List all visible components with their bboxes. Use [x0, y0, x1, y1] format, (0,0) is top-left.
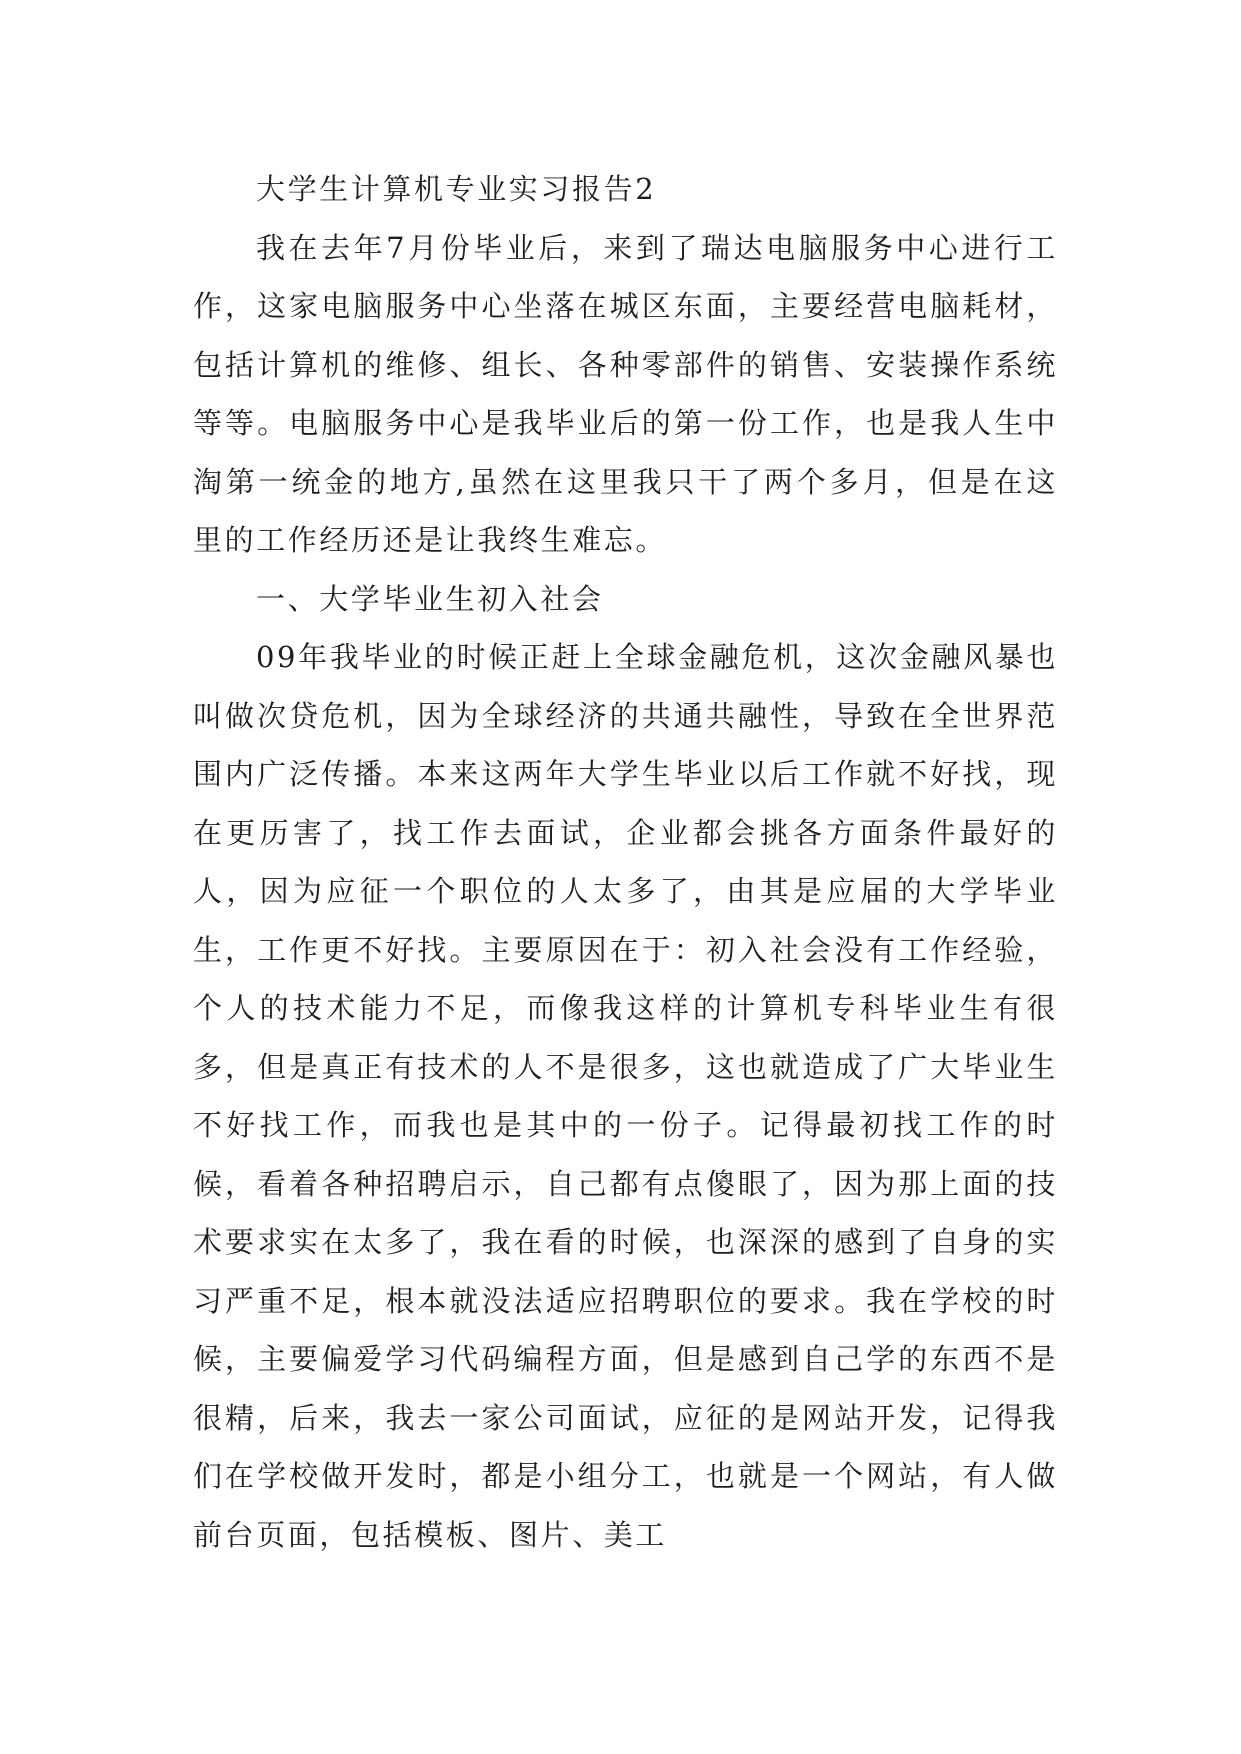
document-body [193, 160, 1058, 1564]
section-heading: 一、大学毕业生初入社会 [256, 581, 604, 616]
document-title: 大学生计算机专业实习报告2 [256, 172, 657, 206]
section-paragraph: 09年我毕业的时候正赶上全球金融危机，这次金融风暴也叫做次贷危机，因为全球经济的共通共融性，导致在全世界范围内广泛传播。本来这两年大学生毕业以后工作就不好找，现在更历害了，找工作去面试，企业都会挑各方面条件最好的人，因为应征一个职位的人太多了，由其是应届的大学毕业生，工作更不好找。主要原因在于：初入社会没有工作经验，个人的技术能力不足，而像我这样的计算机专科毕业生有很多，但是真正有技术的人不是很多，这也就造成了广大毕业生不好找工作，而我也是其中的一份子。记得最初找工作的时候，看着各种招聘启示，自己都有点傻眼了，因为那上面的技术要求实在太多了，我在看的时候，也深深的感到了自身的实习严重不足，根本就没法适应招聘职位的要求。我在学校的时候，主要偏爱学习代码编程方面，但是感到自己学的东西不是很精，后来，我去一家公司面试，应征的是网站开发，记得我们在学校做开发时，都是小组分工，也就是一个网站，有人做前台页面，包括模板、图片、美工 [193, 640, 1058, 1552]
intro-paragraph: 我在去年7月份毕业后，来到了瑞达电脑服务中心进行工作，这家电脑服务中心坐落在城区东面，主要经营电脑耗材，包括计算机的维修、组长、各种零部件的销售、安装操作系统等等。电脑服务中心是我毕业后的第一份工作，也是我人生中淘第一统金的地方,虽然在这里我只干了两个多月，但是在这里的工作经历还是让我终生难忘。 [193, 230, 1058, 557]
